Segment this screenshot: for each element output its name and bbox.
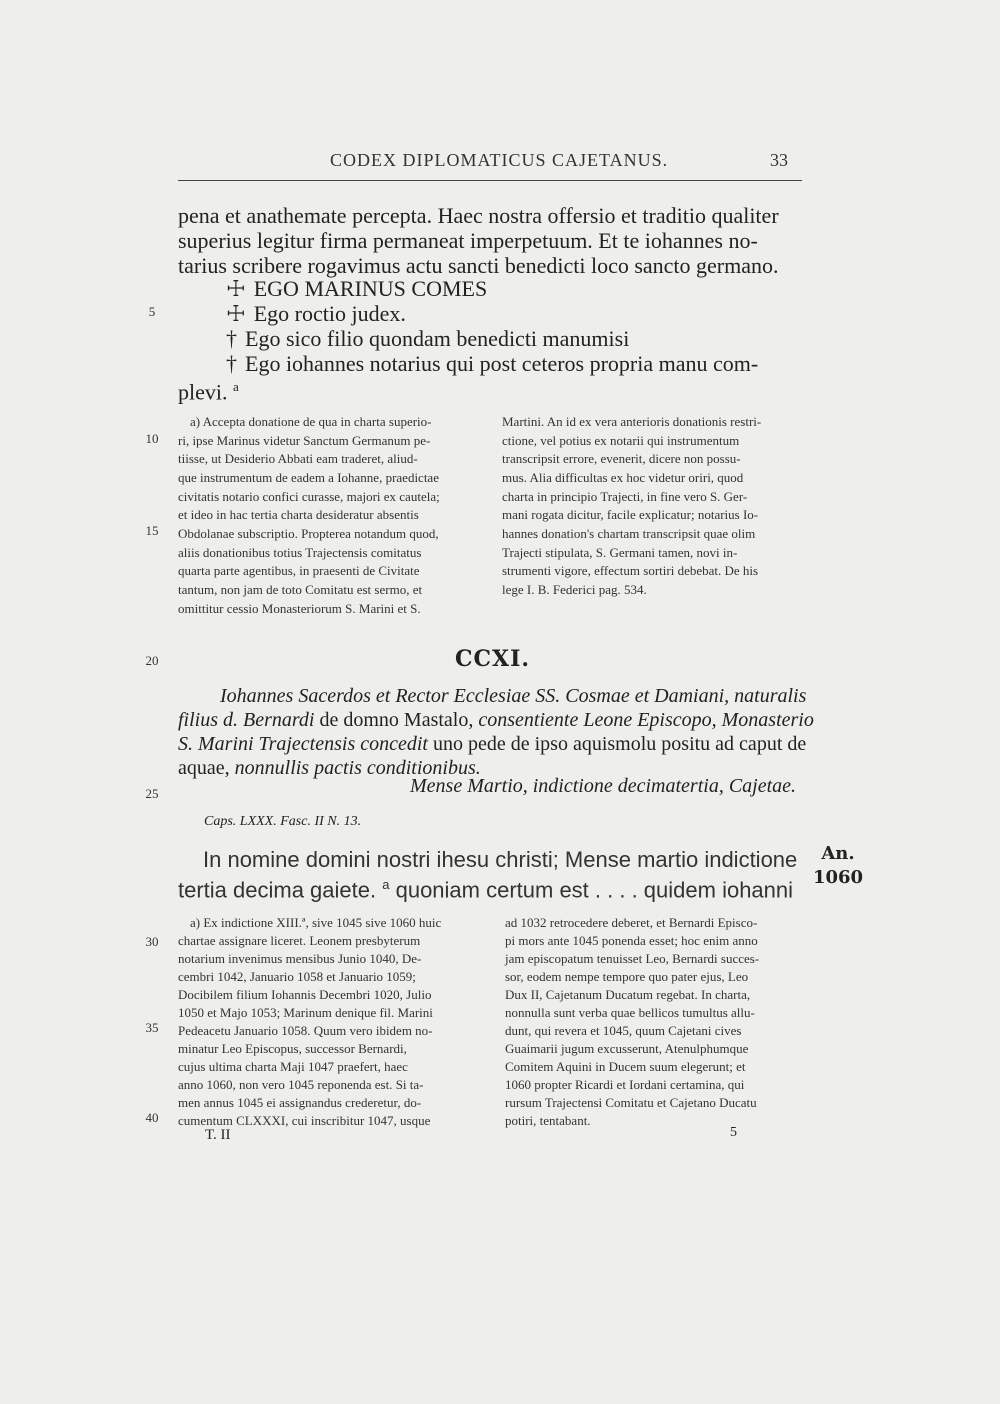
footnote-line: nonnulla sunt verba quae bellicos tumultus allu- — [505, 1005, 755, 1020]
signature-text: Ego roctio judex. — [253, 301, 406, 326]
footnote-line: Pedeacetu Januario 1058. Quum vero ibidem no- — [178, 1023, 433, 1038]
footnote-line: strumenti vigore, effectum sortiri debebat. De his — [502, 563, 759, 578]
summary-line: S. Marini Trajectensis concedit uno pede de ipso aquismolu positu ad caput de — [178, 733, 807, 755]
cross-icon: † — [226, 351, 237, 376]
cross-icon: ☩ — [226, 301, 246, 326]
signature-line — [226, 351, 758, 377]
main-text-final-line: plevi. $^a$ — [178, 379, 239, 405]
archive-reference: Caps. LXXX. Fasc. II N. 13. — [204, 814, 362, 829]
footnote-line: men annus 1045 ei assignandus crederetur, do- — [178, 1095, 422, 1110]
line-number: 15 — [145, 523, 159, 538]
footnote-line: Martini. An id ex vera anterioris donationis restri- — [502, 414, 762, 429]
line-number: 10 — [145, 431, 159, 446]
footnote-line: anno 1060, non vero 1045 reponenda est. Si ta- — [178, 1077, 424, 1092]
footnote-marker: a — [382, 877, 390, 892]
main-text-line: pena et anathemate percepta. Haec nostra offersio et traditio qualiter — [178, 203, 779, 228]
footnote-line: cembri 1042, Januario 1058 et Januario 1059; — [178, 969, 416, 984]
summary-line: filius d. Bernardi de domno Mastalo, consentiente Leone Episcopo, Monasterio — [178, 709, 814, 731]
line-number: 30 — [145, 934, 159, 949]
footnote-line: chartae assignare liceret. Leonem presbyterum — [178, 933, 421, 948]
main-text-line: superius legitur firma permaneat imperpetuum. Et te iohannes no- — [178, 228, 758, 253]
cross-icon: † — [226, 326, 237, 351]
footnote-line: Dux II, Cajetanum Ducatum regebat. In charta, — [505, 987, 751, 1002]
footnote-line: rursum Trajectensi Comitatu et Cajetano Ducatu — [505, 1095, 757, 1110]
document-date: Mense Martio, indictione decimatertia, Cajetae. — [410, 775, 797, 797]
footnote-line: sor, eodem nempe tempore quo pater ejus, Leo — [505, 969, 749, 984]
footnote-line: tiisse, ut Desiderio Abbati eam traderet, aliud- — [178, 451, 418, 466]
footnote-line: pi mors ante 1045 ponenda esset; hoc enim anno — [505, 933, 758, 948]
footnote-line: 1050 et Majo 1053; Marinum denique fil. Marini — [178, 1005, 433, 1020]
footnote-line: Comitem Aquini in Ducem suum elegerunt; et — [505, 1059, 746, 1074]
volume-signature: T. II — [205, 1127, 231, 1143]
summary-line: Iohannes Sacerdos et Rector Ecclesiae SS. Cosmae et Damiani, naturalis — [220, 685, 807, 707]
footnote-line: ri, ipse Marinus videtur Sanctum Germanum pe- — [178, 433, 431, 448]
footnote-line: a) Ex indictione XIII.ª, sive 1045 sive 1060 huic — [190, 915, 442, 930]
footnote-line: a) Accepta donatione de qua in charta superio- — [190, 414, 432, 429]
signature-text: Ego iohannes notarius qui post ceteros propria manu com- — [245, 351, 759, 376]
signature-text: EGO MARINUS COMES — [253, 276, 488, 301]
footnote-line: 1060 propter Ricardi et Iordani certamina, qui — [505, 1077, 745, 1092]
header-rule — [178, 180, 802, 181]
signature-line — [226, 276, 487, 302]
footnote-line: quarta parte agentibus, in praesenti de Civitate — [178, 563, 420, 578]
footnote-line: et ideo in hac tertia charta desideratur absentis — [178, 507, 419, 522]
footnote-line: ad 1032 retrocedere deberet, et Bernardi Episco- — [505, 915, 758, 930]
footnote-line: civitatis notario confici curasse, majori ex cautela; — [178, 489, 440, 504]
cross-icon: ☩ — [226, 276, 246, 301]
signature-line — [226, 301, 406, 327]
footnote-line: Trajecti stipulata, S. Germani tamen, novi in- — [502, 545, 738, 560]
footnote-line: charta in principio Trajecti, in fine vero S. Ger- — [502, 489, 748, 504]
footnote-line: notarium invenimus mensibus Junio 1040, De- — [178, 951, 422, 966]
document-text-line: tertia decima gaiete. $^a$ quoniam certum est . . . . quidem iohanni — [178, 877, 794, 903]
sheet-signature: 5 — [730, 1125, 737, 1140]
running-header-title: CODEX DIPLOMATICUS CAJETANUS. — [330, 150, 669, 170]
footnote-line: cumentum CLXXXI, cui inscribitur 1047, usque — [178, 1113, 431, 1128]
footnote-line: cujus ultima charta Maji 1047 praefert, haec — [178, 1059, 408, 1074]
footnote-line: hannes donation's chartam transcripsit quae olim — [502, 526, 756, 541]
document-number: CCXI. — [455, 646, 531, 672]
footnote-line: mani rogata dicitur, facile explicatur; notarius Io- — [502, 507, 759, 522]
footnote-line: omittitur cessio Monasteriorum S. Marini et S. — [178, 601, 421, 616]
footnote-line: tantum, non jam de toto Comitatu est sermo, et — [178, 582, 423, 597]
footnote-line: aliis donationibus totius Trajectensis comitatus — [178, 545, 422, 560]
year-label: An. — [821, 843, 855, 864]
footnote-line: Docibilem filium Iohannis Decembri 1020, Julio — [178, 987, 432, 1002]
footnote-marker: a — [233, 379, 239, 394]
footnote-line: lege I. B. Federici pag. 534. — [502, 582, 647, 597]
footnote-line: potiri, tentabant. — [505, 1113, 591, 1128]
footnote-line: que instrumentum de eadem a Iohanne, praedictae — [178, 470, 439, 485]
summary-line: aquae, nonnullis pactis conditionibus. — [178, 757, 481, 779]
line-number: 25 — [145, 786, 159, 801]
document-text-line: In nomine domini nostri ihesu christi; Mense martio indictione — [203, 847, 798, 872]
footnote-line: ctione, vel potius ex notarii qui instrumentum — [502, 433, 740, 448]
page-number: 33 — [770, 150, 788, 170]
footnote-line: dunt, qui revera et 1045, quum Cajetani cives — [505, 1023, 742, 1038]
footnote-line: Guaimarii jugum excusserunt, Atenulphumque — [505, 1041, 749, 1056]
year-value: 1060 — [812, 867, 864, 888]
footnote-line: jam episcopatum tenuisset Leo, Bernardi succes- — [505, 951, 760, 966]
line-number: 40 — [145, 1110, 159, 1125]
line-number: 5 — [148, 304, 156, 319]
signature-text: Ego sico filio quondam benedicti manumisi — [245, 326, 630, 351]
footnote-line: Obdolanae subscriptio. Propterea notandum quod, — [178, 526, 439, 541]
signature-line — [226, 326, 629, 352]
main-text-line: tarius scribere rogavimus actu sancti benedicti loco sancto germano. — [178, 253, 779, 278]
footnote-line: minatur Leo Episcopus, successor Bernardi, — [178, 1041, 407, 1056]
footnote-line: mus. Alia difficultas ex hoc videtur oriri, quod — [502, 470, 744, 485]
footnote-line: transcripsit errore, evenerit, dicere non possu- — [502, 451, 741, 466]
line-number: 20 — [145, 653, 159, 668]
line-number: 35 — [145, 1020, 159, 1035]
